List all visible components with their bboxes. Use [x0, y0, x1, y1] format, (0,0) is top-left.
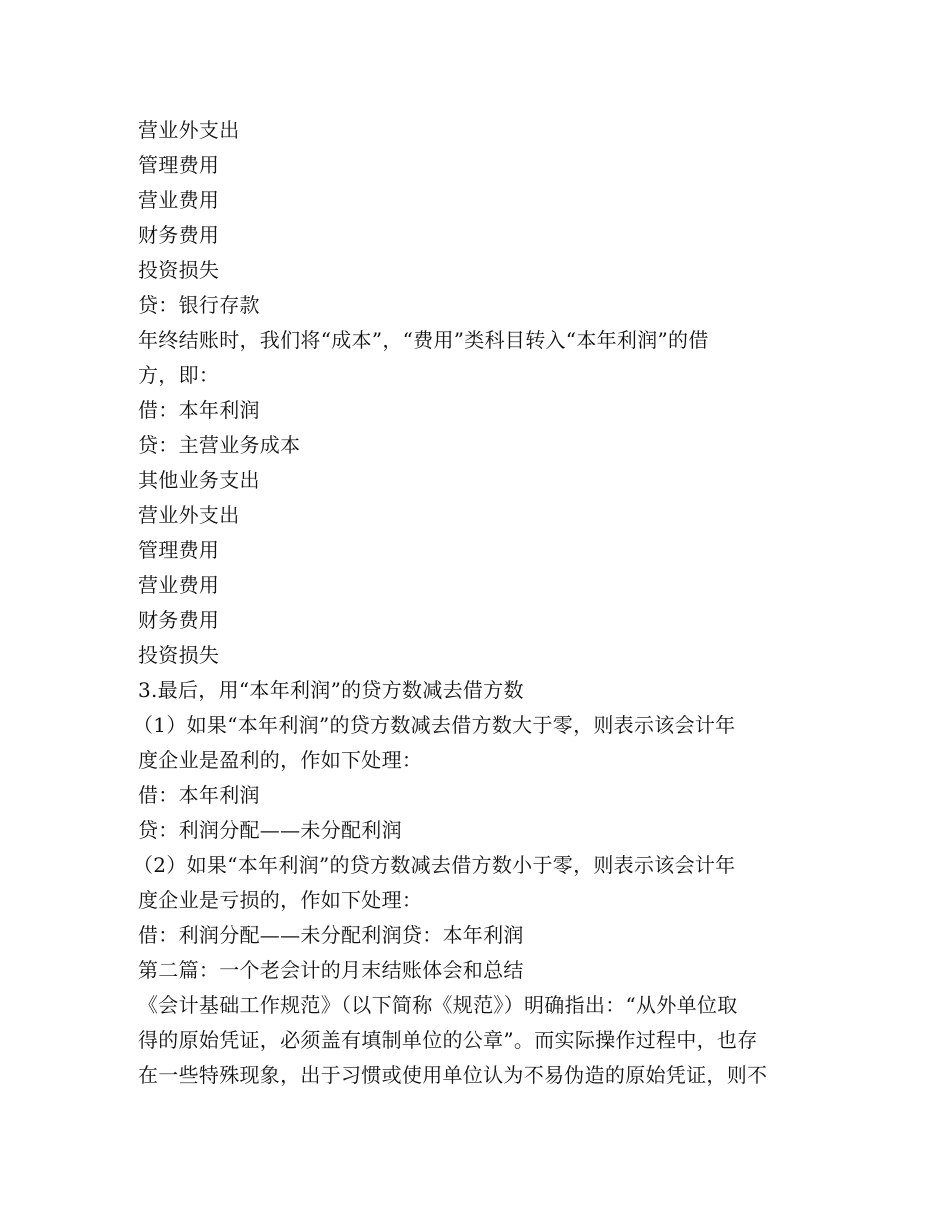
text-line: 营业费用 — [138, 573, 220, 597]
text-line: 营业费用 — [138, 188, 220, 212]
text-line: 贷：利润分配——未分配利润 — [138, 818, 402, 842]
text-line: 在一些特殊现象，出于习惯或使用单位认为不易伪造的原始凭证，则不 — [138, 1063, 768, 1087]
text-line: 得的原始凭证，必须盖有填制单位的公章”。而实际操作过程中，也存 — [138, 1028, 758, 1052]
text-line: 营业外支出 — [138, 503, 240, 527]
text-line: 年终结账时，我们将“成本”，“费用”类科目转入“本年利润”的借 — [138, 328, 709, 352]
text-line: 投资损失 — [138, 258, 220, 282]
text-line: 方，即： — [138, 363, 220, 387]
text-line: 借：利润分配——未分配利润贷：本年利润 — [138, 923, 524, 947]
section-heading: 第二篇：一个老会计的月末结账体会和总结 — [138, 958, 524, 982]
text-line: 《会计基础工作规范》（以下简称《规范》）明确指出：“从外单位取 — [138, 993, 738, 1017]
text-line: 贷：主营业务成本 — [138, 433, 301, 457]
text-line: 度企业是盈利的，作如下处理： — [138, 748, 423, 772]
text-line: （2）如果“本年利润”的贷方数减去借方数小于零，则表示该会计年 — [133, 853, 736, 877]
text-line: 贷：银行存款 — [138, 293, 260, 317]
text-line: 财务费用 — [138, 223, 220, 247]
text-line: 3.最后，用“本年利润”的贷方数减去借方数 — [138, 678, 524, 702]
text-line: 营业外支出 — [138, 118, 240, 142]
text-line: 借：本年利润 — [138, 783, 260, 807]
text-line: 管理费用 — [138, 153, 220, 177]
text-line: （1）如果“本年利润”的贷方数减去借方数大于零，则表示该会计年 — [133, 713, 736, 737]
text-line: 财务费用 — [138, 608, 220, 632]
text-line: 借：本年利润 — [138, 398, 260, 422]
text-line: 管理费用 — [138, 538, 220, 562]
text-line: 其他业务支出 — [138, 468, 260, 492]
text-line: 度企业是亏损的，作如下处理： — [138, 888, 423, 912]
text-line: 投资损失 — [138, 643, 220, 667]
document-body — [133, 113, 818, 1093]
